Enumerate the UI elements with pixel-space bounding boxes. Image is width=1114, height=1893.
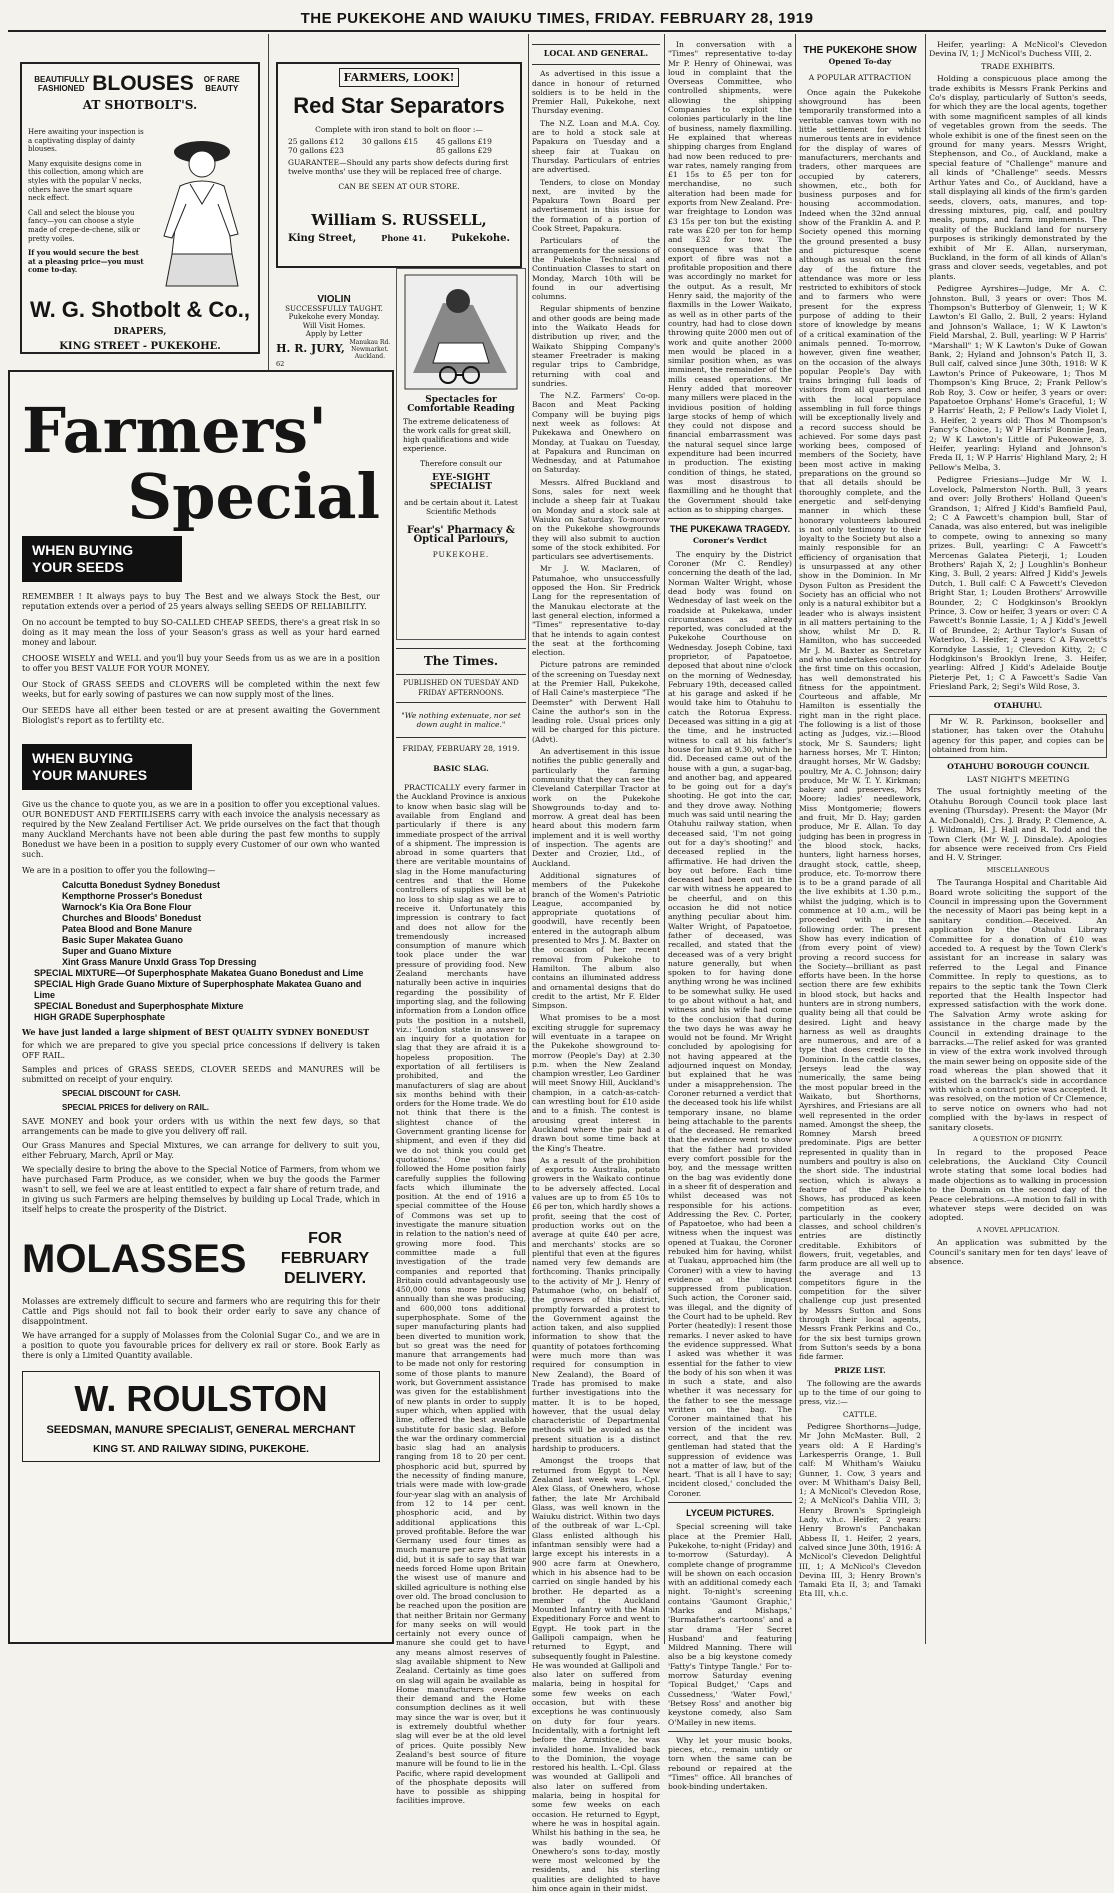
local-item: The N.Z. Farmers' Co-op. Bacon and Meat Packing Company will be buying pigs next week as follows: At Pukekawa and Onewhero on Monday, at Tuakau on Tuesday, at Papakura and Runciman on Wednesday, and at Patumahoe on Saturday. (532, 391, 660, 475)
local-item: Amongst the troops that returned from Egypt to New Zealand last week was L.-Cpl. Alex Glass, of Onewhero, whose father, the late Mr Archibald Glass, was well known in the Waiuku district. Within two days of the outbreak of war L.-Cpl. Glass enlisted although his infantman sensibly were had a large except his interests in a 900 acre farm at Onewhero, which in his absence had to be carried on single handed by his brother. He departed as a member of the Auckland Mounted Infantry with the Main Expeditionary Force and went to Egypt. He took part in the Gallipoli campaign, when he returned to Egypt, and subsequently fought in Palestine. He was wounded at Gallipoli and also later on suffered from malaria, being in hospital for some few weeks on each occasion, but with these exceptions he was continuously on duty for four years. Incidentally, with a fortnight left before the Armistice, he was invalided home. Invalided back to the Dominion, the voyage restored his health. L.-Cpl. Glass was wounded at Gallipoli and also later on suffered from malaria, being in hospital for some few weeks on each occasion. He returned to Egypt, where he was in hospital again. Whilst his bathing in the sea, he was badly wounded. Of Onewhero's sons to-day, mostly were most welcomed by the residents, and his sterling qualities are delighted to have him once again in their midst. (532, 1456, 660, 1893)
trade-exhibits: Holding a conspicuous place among the trade exhibits is Messrs Frank Perkins and Co's display, particularly of Sutton's seeds, for which they are the local agents, together with some magnificent samples of all kinds of vegetables grown from the seeds. The whole exhibit is one of the finest seen on the ground for many years. Messrs Wright, Stephenson, and Co., of Auckland, make a special feature of "Challenge" manure and all kinds of "Challenge" seeds. Messrs Arthur Yates and Co., of Auckland, have a stall displaying all kinds of the firm's garden seeds, clovers, oats, manures, and top-dressing mixtures, pig, calf, and poultry meals, pumps, and farm implements. The quality of the Buckland land for nursery purposes is strikingly demonstrated by the exhibit of Mr E. Allan, nurseryman, Buckland, in the form of all kinds of Allan's grass and clover seeds, vegetables, and pot plants. (929, 74, 1107, 281)
blouses-text: If you would secure the best at a pleasing price—you must come to-day. (28, 248, 144, 275)
tragedy-article: The enquiry by the District Coroner (Mr C. Rendley) concerning the death of the lad, Norman Walter Wright, whose dead body was found on Wednesday of last week on the roadside at Pukekawa, under circumstances as already reported, was concluded at the Pukekohe Courthouse on Wednesday. Joseph Cobine, taxi proprietor, of Papatoetoe, deposed that about nine o'clock on the morning of Wednesday, February 19th, deceased called at his garage and asked if he would take him to Otahuhu to catch the Rotorua Express. Deceased was sitting in a gig at the time, and he instructed witness to call at his father's house for him at 9.30, which he did. Deceased came out of the house with a gun, a sugar-bag, and another bag, and appeared to be going out for a day's shooting. He got into the car, and they drove away. Nothing much was said until nearing the Otahuhu railway station, when deceased said, 'I'm not going out for a day's shooting!' and deceased replied in the affirmative. He had driven the boy out before. Each time deceased had been out in the car with witness he appeared to be cheerful, and on this occasion he did not notice anything peculiar about him. Walter Wright, of Papatoetoe, father of deceased, was recalled, and stated that the deceased was of a very bright nature generally, but when spoken to for having done anything wrong he was inclined to be somewhat sulky. He used to go about without a hat, and witness and his wife had come to the conclusion that during the two days he was away he would not be found. Mr Wright concluded by apologising for not having appeared at the adjourned inquest on Monday, but explained that he was under a misapprehension. The Coroner returned a verdict that the deceased took his life whilst temporary insane, no blame being attachable to the parents of the deceased. He remarked that the evidence went to show that the father had provided every comfort possible for the boy, and the message written on the bag was evidently done in a sheer fit of desperation and whilst deceased was not responsible for his actions. Addressing the Rev. C. Porter, of Papatoetoe, who had been a witness when the inquest was opened at Tuakau, the Coroner rebuked him for having, whilst at Tuakau, approached him (the Coroner) with a view to having evidence at the inquest suppressed from publication. Such action, the Coroner said, was illegal, and the dignity of the Court had to be upheld. Rev Porter (heatedly): I resent those remarks. I never asked to have the evidence suppressed. What I asked was whether it was essential for the father to view the body of his son when it was in such a state, and also whether it was necessary for the father to see the message written on the bag. The Coroner maintained that his version of the incident was correct, and that the rev. gentleman had stated that the suppression of evidence was not a matter of law, but of the heart. 'That is all I have to say; incident closed,' concluded the Coroner. (668, 549, 792, 1498)
local-item: As a result of the prohibition of exports to Australia, potato growers in the Waikato continue to be adversely affected. Local values are up to from £5 10s to £6 per ton, which hardly shows a profit, seeing that the cost of production works out on the average at quite £40 per acre, and merchants' stocks are so plentiful that even at the figures named very few demands are forthcoming. Thanks principally to the activity of Mr J. Henry of Patumahoe (who, on behalf of the growers of this district, promptly forwarded a protest to the Government against the action taken, and also supplied information to show that the quantity of potatoes forthcoming were much more than was required for consumption in New Zealand), the Board of Trade has promised to make further investigations into the matter. It is to be hoped, however, that the usual delay characteristic of Departmental methods will be avoided as the present situation is a distinct hardship to producers. (532, 1155, 660, 1454)
local-general-column (532, 40, 660, 1893)
manure-item: SPECIAL MIXTURE—Of Superphosphate Makatea Guano Bonedust and Lime (34, 968, 364, 978)
times-title: The Times. (423, 654, 499, 668)
violin-teacher: H. R. JURY, (276, 342, 345, 356)
separators-guarantee: GUARANTEE—Should any parts show defects during first twelve months' use they will be replaced free of charge. (288, 158, 509, 176)
manures-text: We specially desire to bring the above to the Special Notice of Farmers, from whom we have purchased Farm Produce, as we consider, when we buy the goods the Farmer wasn't to sell, we feel we are at least entitled to expect a fair share of return trade, and in giving us such Farmers are helping themselves by building up Local Trade, which in itself helps to create the prosperity of the District. (22, 1165, 380, 1214)
basic-slag-title: BASIC SLAG. (433, 763, 489, 773)
molasses-delivery: FOR FEBRUARY DELIVERY. (280, 1230, 370, 1287)
manure-item: Calcutta Bonedust Sydney Bonedust (62, 880, 221, 890)
manures-text: SPECIAL PRICES for delivery on RAIL. (62, 1103, 209, 1112)
bookbinding-notice: Why let your music books, pieces, etc., remain untidy or torn when the same can be rebound or repaired at the "Times" office. All branches of book-binding undertaken. (668, 1735, 792, 1792)
woman-in-blouse-illustration (150, 124, 250, 289)
roulston-firm: W. ROULSTON (74, 1378, 328, 1419)
manures-heading-line: WHEN BUYING (32, 750, 134, 766)
violin-title: VIOLIN (317, 294, 351, 305)
column-rule (925, 34, 926, 1644)
masthead: THE PUKEKOHE AND WAIUKU TIMES, FRIDAY. FEBRUARY 28, 1919 (300, 10, 814, 27)
manure-item: Super and Guano Mixture (62, 946, 172, 956)
dignity-report: In regard to the proposed Peace celebrations, the Auckland City Council wrote stating that some local bodies had made objections as to walking in procession to the Domain on the second day of the Peace celebrations.—A motion to fall in with whatever steps were decided on was adopted. (929, 1147, 1107, 1223)
shotbolt-firm: W. G. Shotbolt & Co., (30, 297, 250, 322)
separators-store-note: CAN BE SEEN AT OUR STORE. (338, 182, 460, 191)
spectacles-advert (396, 268, 526, 640)
violin-text: Pukekohe every Monday. (288, 312, 380, 322)
spectacles-body: The extreme delicateness of the work calls for great skill, high qualifications and wide experience. (403, 417, 512, 453)
blouses-title: BLOUSES (92, 72, 194, 95)
shotbolt-address: KING STREET - PUKEKOHE. (59, 341, 221, 352)
manure-item: Kempthorne Prosser's Bonedust (62, 891, 203, 901)
roulston-footer (22, 1371, 380, 1462)
manures-text: SAVE MONEY and book your orders with us within the next few days, so that arrangements can be made to give you delivery off rail. (22, 1117, 380, 1136)
column-rule (664, 34, 665, 1644)
meeting-report: The usual fortnightly meeting of the Otahuhu Borough Council took place last evening (Thursday). Present: the Mayor (Mr A. McDonald), Crs. J. Brady, P. Clemence, A. J. Wildman, H. J. Hall and R. Todd and the Town Clerk (Mr W. J. Dinsdale). Apologies for absence were received from Crs Field and H. V. Stringer. (929, 787, 1107, 863)
seeds-heading-line: YOUR SEEDS (32, 559, 124, 575)
spectacles-specialist: EYE-SIGHT SPECIALIST (429, 473, 493, 492)
news-column-3 (799, 40, 921, 1646)
molasses-title: MOLASSES (22, 1236, 247, 1281)
seeds-text: On no account be tempted to buy SO-CALLED CHEAP SEEDS, there's a great risk in so doing as it may mean the loss of your Season's grass as well as your hard earned money and labour. (22, 618, 380, 647)
blouses-text: Many exquisite designs come in this collection, among which are styles with the popular V necks, others have the smart square neck effect. (28, 159, 144, 203)
price-item: 25 gallons £12 (288, 137, 344, 146)
farmers-title: Farmers' (22, 394, 328, 467)
local-item: Regular shipments of benzine and other goods are being made into the Waikato Heads for distribution up river, and the Waikato Shipping Company's steamer Freetrader is making regular trips to Cambridge, returning with coal and sundries. (532, 304, 660, 388)
farmers-special-advert (8, 370, 394, 1644)
manures-text: for which we are prepared to give you special price concessions if delivery is taken OFF RAIL. (22, 1041, 380, 1060)
separators-advert (276, 62, 522, 268)
misc-heading: MISCELLANEOUS (986, 865, 1050, 874)
manure-item: SPECIAL High Grade Guano Mixture of Superphosphate Makatea Guano and Lime (34, 979, 362, 1000)
roulston-trade: SEEDSMAN, MANURE SPECIALIST, GENERAL MERCHANT (46, 1424, 356, 1436)
manures-list (22, 880, 380, 1023)
manures-text: Our Grass Manures and Special Mixtures, we can arrange for delivery to suit you, either February, March, April or May. (22, 1141, 380, 1160)
show-attraction: A POPULAR ATTRACTION (808, 72, 912, 82)
manures-text: We have just landed a large shipment of BEST QUALITY SYDNEY BONEDUST (22, 1027, 370, 1037)
violin-text: Will Visit Homes. (302, 320, 366, 330)
borough-council-heading: OTAHUHU BOROUGH COUNCIL (947, 761, 1089, 771)
novel-heading: A NOVEL APPLICATION. (976, 1225, 1060, 1234)
manures-text: Samples and prices of GRASS SEEDS, CLOVER SEEDS and MANURES will be submitted on receipt of your enquiry. (22, 1065, 380, 1084)
spectacles-reading-illustration (403, 273, 519, 391)
manure-item: SPECIAL Bonedust and Superphosphate Mixture (34, 1001, 244, 1011)
novel-report: An application was submitted by the Council's sanitary men for ten days' leave of absence. (929, 1238, 1107, 1266)
russell-town: Pukekohe. (451, 233, 510, 244)
separators-title: Red Star Separators (293, 93, 505, 118)
price-item: 30 gallons £15 (362, 137, 418, 146)
news-column-4 (929, 40, 1107, 1646)
show-title: THE PUKEKOHE SHOW (803, 45, 917, 56)
russell-firm: William S. RUSSELL, (311, 211, 487, 229)
manure-item: Churches and Bloods' Bonedust (62, 913, 202, 923)
blouses-advert (20, 62, 260, 354)
violin-code: 62 (276, 359, 285, 368)
price-item: 45 gallons £19 (436, 137, 492, 146)
local-item: As advertised in this issue a dance in honour of returned soldiers is to be held in the Premier Hall, Pukekohe, next Thursday evening. (532, 69, 660, 116)
blouses-place: AT SHOTBOLT'S. (82, 98, 198, 112)
dignity-heading: A QUESTION OF DIGNITY. (973, 1135, 1063, 1144)
blouses-tagline-right: OF RARE BEAUTY (203, 75, 240, 93)
manure-item: HIGH GRADE Superphosphate (34, 1012, 166, 1022)
blouses-tagline-left: BEAUTIFULLY FASHIONED (34, 75, 90, 93)
manures-text: Give us the chance to quote you, as we are in a position to offer you exceptional values. OUR BONEDUST AND FERTILISERS carry with each invoice the analysis necessary as required by the New Zealand Fertiliser Act. We pride ourselves on the fact that though many Auckland Merchants have not been able during the past few months to supply Bonedust we have been in a position to supply every Customer of our own who wanted such. (22, 800, 380, 859)
heifer-awards: Heifer, yearling: A McNicol's Clevedon Devina IV, 1; J McNicol's Duchess VIII, 2. (929, 40, 1107, 59)
blouses-text: Here awaiting your inspection is a captivating display of dainty blouses. (28, 128, 144, 154)
manures-heading (22, 744, 192, 790)
separators-top-line: FARMERS, LOOK! (339, 68, 459, 87)
seeds-heading (22, 536, 182, 582)
roulston-address: KING ST. AND RAILWAY SIDING, PUKEKOHE. (93, 1444, 309, 1455)
violin-text: Apply by Letter (305, 329, 363, 339)
local-item: Additional signatures of members of the Pukekohe branch of the Women's Patriotic League, accompanied by appropriate quotations of goodwill, have recently been entered in the autograph album presented to Mrs J. M. Baxter on the occasion of her recent removal from Pukekohe to Hamilton. The album also contains an illuminated address and ornamental designs that do credit to the artist, Mr F. Elder Simpson. (532, 870, 660, 1011)
trade-exhibits-heading: TRADE EXHIBITS. (981, 61, 1055, 71)
prize-list-title: PRIZE LIST. (834, 1365, 886, 1375)
local-item: Particulars of the arrangements for the sessions of the Pukekohe Technical and Continuation Classes to start on Monday, March 10th will be found in our advertising columns. (532, 236, 660, 302)
seeds-text: CHOOSE WISELY and WELL and you'll buy your Seeds from us as we are in a position to offer you BEST VALUE FOR YOUR MONEY. (22, 654, 380, 673)
spectacles-caption: Spectacles for Comfortable Reading (407, 395, 515, 414)
times-motto: "We nothing extenuate, nor set down aught in malice." (401, 710, 521, 730)
lyceum-title: LYCEUM PICTURES. (686, 1508, 774, 1519)
local-item: Picture patrons are reminded of the screening on Tuesday next at the Premier Hall, Pukekohe, of Hall Caine's masterpiece "The Deemster" with Derwent Hall Caine the author's son in the leading role. Usual prices only will be charged for this picture. (Advt). (532, 660, 660, 744)
flaxmilling-article: In conversation with a "Times" representative to-day Mr P. Henry of Ohinewai, was loud in complaint that the Overseas Committee, who controlled shipments, were allowing the shipping Companies to exploit the colonies particularly in the line of business, namely flaxmilling. He explained that whereas shipping charges from England had now been reduced to pre-war rates, namely ranging from £1 15s to £5 per ton for merchandise, no such alteration had been made for exports from New Zealand. Pre-war freightage to London was £3 15s per ton but the existing rate was £20 per ton for hemp and £32 for tow. The consequence was that the export of fibre was not a profitable proposition and there was accordingly no market for the output. As a result, Mr Henry said, the majority of the flaxmills in the Lower Waikato, as well as in other parts of the country, had had to close down throwing quite 2000 men out of work and quite another 2000 men would be placed in a similar position when, as was imminent, the remainder of the mills ceased operations. Mr Henry added that moreover many millers were placed in the invidious position of holding large stocks of hemp of which they could not dispose and financial embarrassment was the natural sequel since large expenditure had been incurred in production. The existing condition of things, he stated, was most disastrous to flaxmilling and he thought that the Government should take action as to shipping charges. (668, 40, 792, 514)
news-column-2 (668, 40, 792, 1792)
seeds-text: REMEMBER ! It always pays to buy The Best and we always Stock the Best, our reputation extends over a period of 25 years always selling SEEDS OF RELIABILITY. (22, 592, 380, 611)
friesian-awards: Pedigree Friesians—Judge Mr W. I. Lovelock, Palmerston North. Bull, 3 years and over: Jolly Brothers' Holland Queen's Grandson, 1; Alfred J Kidd's Bamfield Paul, 2; C A Fawcett's champion bull, Star of Canada, was also entered, but was ineligible to compete, owing to annexing so many prizes. Bull, yearling: C A Fawcett's Mercenas Galatea Pieterji, 1; Louden Brothers' Rajah X, 2; J Loughlin's Bonheur King, 3. Bull, 2 years: Alfred J Kidd's Jewels Dutch, 1. Bull calf: C A Fawcett's Clevedon Bright Star, 1; Louden Brothers' Arrowville Bounder, 2; C Hodgkinson's Brooklyn Prince, 3. Cow or heifer, 3 years or over: C A Fawcett's Bonnie Lassie, 1; A J Kidd's Jewell II of Brundee, 2; Arthur Taylor's Susan of Waterloo, 3. Heifer, 2 years: C A Fawcett's Korndyke Lassie, 1; Clevedon Kitty, 2; C Hodgkinson's Brooklyn Irene, 3. Heifer, yearling: Alfred J Kidd's Adelaide Boutje Pieterje Pet, 1; C A Fawcett's Sadie Van Friesland Park, 2; Segi's Wild Rose, 3. (929, 475, 1107, 692)
fears-pharmacy-town: PUKEKOHE. (432, 550, 490, 559)
manure-item: Warnock's Kia Ora Bone Flour (62, 902, 192, 912)
times-publication: PUBLISHED ON TUESDAY AND FRIDAY AFTERNOONS. (403, 679, 519, 697)
show-article: Once again the Pukekohe showground has been temporarily transformed into a veritable canvas town with no little settlement for whilst numerous tents are in evidence for the display of wares of manufacturers, merchants and traders, other marquees are occupied by caterers, showmen, etc., both for business purposes and for housing accommodation. Indeed when the 32nd annual show of the Franklin A. and P. Society opened this morning the ground presented a busy and picturesque scene although as usual on the first day of the fixture the attendance was more or less restricted to exhibitors of stock and to farmers who were present for the express purpose of adding to their store of knowledge by means of a critical examination of the animals penned. To-morrow, however, given fine weather, on the occasion of the always popular People's Day with trains bringing full loads of visitors from all quarters and with the local populace assembling in full force things will be exceptionally lively and a record success should be achieved. For some days past working bees, composed of members of the Society, have been most active in making preparations on the ground so that all details should be thoroughly complete, and the energetic and self-denying manner in which these honorary volunteers laboured is not only testimony to their loyalty to the Society but also a mainly responsible for an efficiency of organisation that is unsurpassed at any other show in the Dominion. In Mr Dyson Fulton as President the Society has an official who not only is a natural exhibitor but a leader who is always insistent in all matters pertaining to the show, whilst Mr D. R. Hamilton, who has succeeded Mr J. M. Baxter as Secretary and who undertakes control for the first time on this occasion, has well demonstrated his fitness for the appointment. Courteous and affable, Mr Hamilton is essentially the right man in the right place. The following is a list of those acting as Judges, viz.:—Blood stock, Mr S. Saunders; light harness horses, Mr T. Hinton; draught horses, Mr W. Gadsby; poultry, Mr A. C. Johnson; dairy produce, Mr W. T. Y. Kirkman; bakery and preserves, Mrs Moore; ladies' needlework, Miss Montgomerie; flowers and fruit, Mr D. Hay; garden produce, Mr E. Allan. To day judging has been in progress in the blood stock, hacks, hunters, light harness horses, draught stock, cattle, sheep, produce, etc. To-morrow there is to be a grand parade of all the live exhibits at 1.30 p.m., whilst the judging, which is to commence at 10 a.m., will be proceeded with in the following order. The present Show has every indication of (from every point of view) proving a record success for the Society—brilliant as past efforts have been. In the horse section there are few exhibits in blood stock, but hacks and hunters are in strong numbers, quality being all that could be desired. Light and heavy harness as well as draughts are numerous, and are of a type that does credit to the Dominion. In the cattle classes, Jerseys lead the way numerically, the same being the most popular breed in the Waikato, but Shorthorns, Ayrshires, and Friesians are all well represented in the order named. Amongst the sheep, the Romney Marsh breed predominate. Pigs are better represented in quality than in numbers and poultry is also on the short side. The industrial section, which is always a feature of the Pukekohe Shows, has produced as keen competition as ever, particularly in the cookery classes, and school children's entries are distinctly creditable. Exhibitors of flowers, fruit, vegetables, and farm produce are all well up to the average and 13 competitors figure in the competition for the silver challenge cup just presented by Messrs Sutton and Sons through their local agents, Messrs Frank Perkins and Co., for the six best turnips grown from Sutton's seeds by a bona fide farmer. (799, 87, 921, 1362)
masthead-rule (8, 30, 1106, 32)
local-item: The N.Z. Loan and M.A. Coy. are to hold a stock sale at Papakura on Tuesday and a sheep fair at Tuakau on Thursday. Particulars of entries are advertised. (532, 118, 660, 175)
local-general-title: LOCAL AND GENERAL. (543, 48, 649, 58)
cattle-heading: CATTLE. (842, 1409, 878, 1419)
molasses-text: Molasses are extremely difficult to secure and farmers who are requiring this for their Cattle and Pigs should not fail to book their order early to save any chance of disappointment. (22, 1297, 380, 1326)
manure-item: Patea Blood and Bone Manure (62, 924, 193, 934)
column-rule (795, 34, 796, 1644)
editorial-column (396, 644, 526, 1806)
ayrshire-awards: Pedigree Ayrshires—Judge, Mr A. C. Johnston. Bull, 3 years or over: Thos M. Thompson's Butterboy of Glenweir, 1; W K Lawton's El Gallo, 2. Bull, 2 years: Hyland and Johnson's Wallace, 1; W K Lawton's Field Marshal, 2. Bull, yearling: W P Harris' "Marshall" 1; W K Lawton's Duke of Gowan Bank, 2; Hyland and Johnson's Patch II, 3. Bull calf, calved since June 30th, 1918: W K Lawton's Prince of Pukeoware, 1; Thos M Thompson's King Bruce, 2; Frank Pellow's Rob Roy, 3. Cow or heifer, 3 years or over: Papatoetoe Orphans' Home's Graceful, 1; W P Harris' Heath, 2; F Pellow's Lady Violet I, 3. Heifer, 2 years old: Thos M Thompson's Fancy's Choice, 1; W P Harris' Bonnie Jean, 2; W K Lawton's Little of Pukeoware, 3. Heifer, yearling: Hyland and Johnson's Freda II, 1; W P Harris' Highland Mary, 2; H Pellow's Melba, 3. (929, 284, 1107, 472)
tragedy-title: THE PUKEKAWA TRAGEDY. (669, 524, 791, 535)
separators-price-list (288, 137, 510, 155)
russell-street: King Street, (288, 233, 357, 244)
seeds-heading-line: WHEN BUYING (32, 542, 134, 558)
manure-item: Xint Grass Manure Unxld Grass Top Dressing (62, 957, 257, 967)
prize-list-intro: The following are the awards up to the time of our going to press, viz.:— (799, 1378, 921, 1407)
manures-text: We are in a position to offer you the following— (22, 866, 216, 875)
spectacles-consult: Therefore consult our (420, 459, 502, 468)
tragedy-subtitle: Coroner's Verdict (692, 536, 768, 546)
basic-slag-article: PRACTICALLY every farmer in the Auckland Province is anxious to know when basic slag will be available from England and particularly if there is any immediate prospect of the arrival of a shipment. The impression is abroad in some quarters that there are veritable mountains of slag in the Home manufacturing centres and that the Home controllers of supplies will be at no loss to ship slag as we are to receive it. Unfortunately this impression is contrary to fact and does not allow for the tremendously increased consumption of manure which took place under the war pressure of providing food. New Zealand merchants have naturally been active in inquiries regarding the possibility of importing slag, and the following information from a London office puts the position in a nutshell, viz.: 'London state in answer to an inquiry for a quotation for slag that they are afraid it is a hopeless proposition. The exportation of all fertilisers is prohibited, and the manufacturers of slag are about six months behind with their orders for the Home trade. We do not think that there is the slightest chance of the Government granting license for shipment, and even if they did we do not think you could get quotations.' One who has followed the Home position fairly carefully supplies the following facts which illuminate the position. At the end of 1916 a special committee of the House of Commons was set up to investigate the manure situation in relation to the nation's need of growing more food. This committee made a full investigation of the trade companies and reported that Britain could advantageously use 450,000 tons more basic slag annually than she was producing, and 600,000 tons additional superphosphate. Some of the super manufacturing plants had been diverted to munition work, but so great was the need for manure that arrangements had to be made not only for restoring some of those plants to manure work, but Government assistance was given for the establishment of new plants in order to supply super which, when applied with lime, offered the best available substitute for basic slag. Before the war the ordinary commercial basic slag had an analysis ranging from 18 to 20 per cent. phosphoric acid but, spurred by the necessity of finding manure, trials were made with low-grade four-year slag with an analysis of from 12 to 14 per cent. phosphoric acid, and by additional applications this proved profitable. Before the war Germany used four times as much manure per acre as Britain did, but it is safe to say that war needs forced Home upon Britain the wisest use of manure and skilled agriculture is nothing else over old. The broad conclusion to be reached upon the position are that neither Britain nor Germany for many seeks on will would certainly not every ounce of manure she could get to have any means almost reserves of slag available shipment to New Zealand. Certainly as time goes on slag will again be available as Home manufacturers overtake their demand and the Home consumption declines as it well may since the war is over, but it is extremely doubtful whether slag will ever be at the old level of prices. Quite possibly New Zealand's best source of fiture manure will be found to lie in the Pacific, where rapid development of the phosphate deposits will have to possible as shipping facilities improve. (396, 783, 526, 1806)
local-item: What promises to be a most exciting struggle for supremacy will eventuate in a tarapee on the Pukekohe showground to-morrow (People's Day) at 2.30 p.m. when the New Zealand champion wrestler, Leo Gardiner will meet Snowy Hill, Auckland's champion, in a catch-as-catch-can wrestling bout for £10 aside and to a finish. The contest is arousing great interest in Auckland where the pair had a drawn bout some time back at the King's Theatre. (532, 1013, 660, 1153)
misc-report: The Tauranga Hospital and Charitable Aid Board wrote soliciting the support of the Council in impressing upon the Government the necessity of Maori pas being kept in a sanitary condition.—Received. An application by the Otahuhu Library Committee for a donation of £10 was acceded to. A request by the Town Clerk's assistant for an increase in salary was referred to the Legal and Finance Committee. In reply to questions, as to repairs to the septic tank the Town Clerk reported that the Health Inspector had expressed satisfaction with the work done. The Salvation Army wrote asking for assistance in the charge made by the Council in extending drainage to the barracks.—The relief asked for was granted in view of the extra work involved through the main sewer being on opposite side of the road whereas the plan showed that it existed on the barrack's side in accordance with which a contract price was accepted. It was resolved, on the motion of Cr Clemence, to serve notice on owners who had not complied with the by-laws in respect of sanitary closets. (929, 878, 1107, 1132)
meeting-heading: LAST NIGHT'S MEETING (966, 775, 1070, 785)
price-item (362, 146, 436, 155)
violin-text: SUCCESSFULLY TAUGHT. (285, 303, 383, 313)
show-subtitle: Opened To-day (828, 57, 892, 67)
times-date: FRIDAY, FEBRUARY 28, 1919. (402, 744, 520, 754)
molasses-text: We have arranged for a supply of Molasses from the Colonial Sugar Co., and we are in a position to quote you favourable prices for delivery ex rail or store. Book Early as there is only a Limited Quantity available. (22, 1331, 380, 1360)
manures-text: SPECIAL DISCOUNT for CASH. (62, 1089, 181, 1098)
price-item: 85 gallons £29 (436, 146, 492, 155)
separators-intro: Complete with iron stand to bolt on floor :— (315, 125, 483, 134)
fears-pharmacy-firm: Fear's' Pharmacy & Optical Parlours, (407, 525, 515, 545)
parkinson-notice: Mr W. R. Parkinson, bookseller and stationer, has taken over the Otahuhu agency for this paper, and copies can be obtained from him. (929, 714, 1107, 758)
column-rule (528, 34, 529, 1644)
otahuhu-heading: OTAHUHU. (993, 700, 1043, 710)
russell-phone: Phone 41. (381, 233, 427, 243)
local-item: Mr J. W. Maclaren, of Patumahoe, who unsuccessfully opposed the Hon. Sir Fredrick Lang for the representation of the Manukau electorate at the last general election, informed a "Times" representative to-day that he intends to again contest the seat at the forthcoming election. (532, 564, 660, 658)
seeds-text: Our SEEDS have all either been tested or are at present awaiting the Government Biologist's report as to fertility etc. (22, 706, 380, 725)
local-item: An advertisement in this issue notifies the public generally and particularly the farming community that they can see the Cleveland Caterpillar Tractor at work on the Pukekohe Showgrounds to-day and to-morrow. A great deal has been heard about this modern farm implement and it is well worthy of inspection. The agents are Dexter and Crozier, Ltd., of Auckland. (532, 747, 660, 868)
manure-item: Basic Super Makatea Guano (62, 935, 184, 945)
price-item: 70 gallons £23 (288, 146, 344, 155)
seeds-text: Our Stock of GRASS SEEDS and CLOVERS will be completed within the next few weeks, but for early sowing of pastures we can now supply most of the lines. (22, 680, 380, 699)
local-item: Tenders, to close on Monday next, are invited by the Papakura Town Board per advertisement in this issue for the formation of a portion of Cook Street, Papakura. (532, 177, 660, 234)
lyceum-article: Special screening will take place at the Premier Hall, Pukekohe, to-night (Friday) and to-morrow (Saturday). A complete change of programme will be shown on each occasion with an additional comedy each night. To-night's screening contains 'Gaumont Graphic,' 'Marks and Mishaps,' 'Burmafather's cartoons' and a star drama 'Her Secret Husband' and featuring Mildred Manning. There will also be a big keystone comedy 'Fatty's Tintype Tangle.' For to-morrow Saturday evening 'Topical Budget,' 'Caps and Cussedness,' 'Water Fowl,' 'Betsey Ross' and another big keystone comedy, also Sam O'Mailey in new items. (668, 1522, 792, 1727)
local-item: Messrs. Alfred Buckland and Sons, sales for next week include a sheep fair at Tuakau on Monday and a stock sale at Waiuku on Saturday. To-morrow on the Pukekohe showgrounds they will also submit to auction some of the stock exhibited. For particulars see advertisements. (532, 477, 660, 562)
spectacles-method: and be certain about it. Latest Scientific Methods (404, 498, 518, 516)
blouses-text: Call and select the blouse you fancy—you can choose a style made of crepe-de-chene, silk or pretty voiles. (28, 208, 140, 243)
shotbolt-trade: DRAPERS, (113, 327, 167, 337)
violin-address: Manukau Rd. Newmarket. Auckland. (349, 338, 391, 360)
special-title: Special (127, 460, 380, 533)
manures-heading-line: YOUR MANURES (32, 767, 148, 783)
cattle-awards: Pedigree Shorthorns—Judge, Mr John McMaster. Bull, 2 years old: A E Harding's Larkesperris Orange, 1. Bull calf: M Whitham's Waiuku Gunner, 1. Cow, 3 years and over: M Whitham's Daisy Bell, 1; A McNicol's Clevedon Rose, 2; A McNicol's Dahlia VIII, 3; Henry Brown's Springleigh Lady, v.h.c. Heifer, 2 years: Henry Brown's Panchakan Abbess II, 1. Heifer, 2 years, calved since June 30th, 1916: A McNicol's Clevedon Delightful III, 1; A McNicol's Clevedon Devina III, 3; Henry Brown's Tamaki Eta II, 3; and Tamaki Eta III, v.h.c. (799, 1422, 921, 1599)
